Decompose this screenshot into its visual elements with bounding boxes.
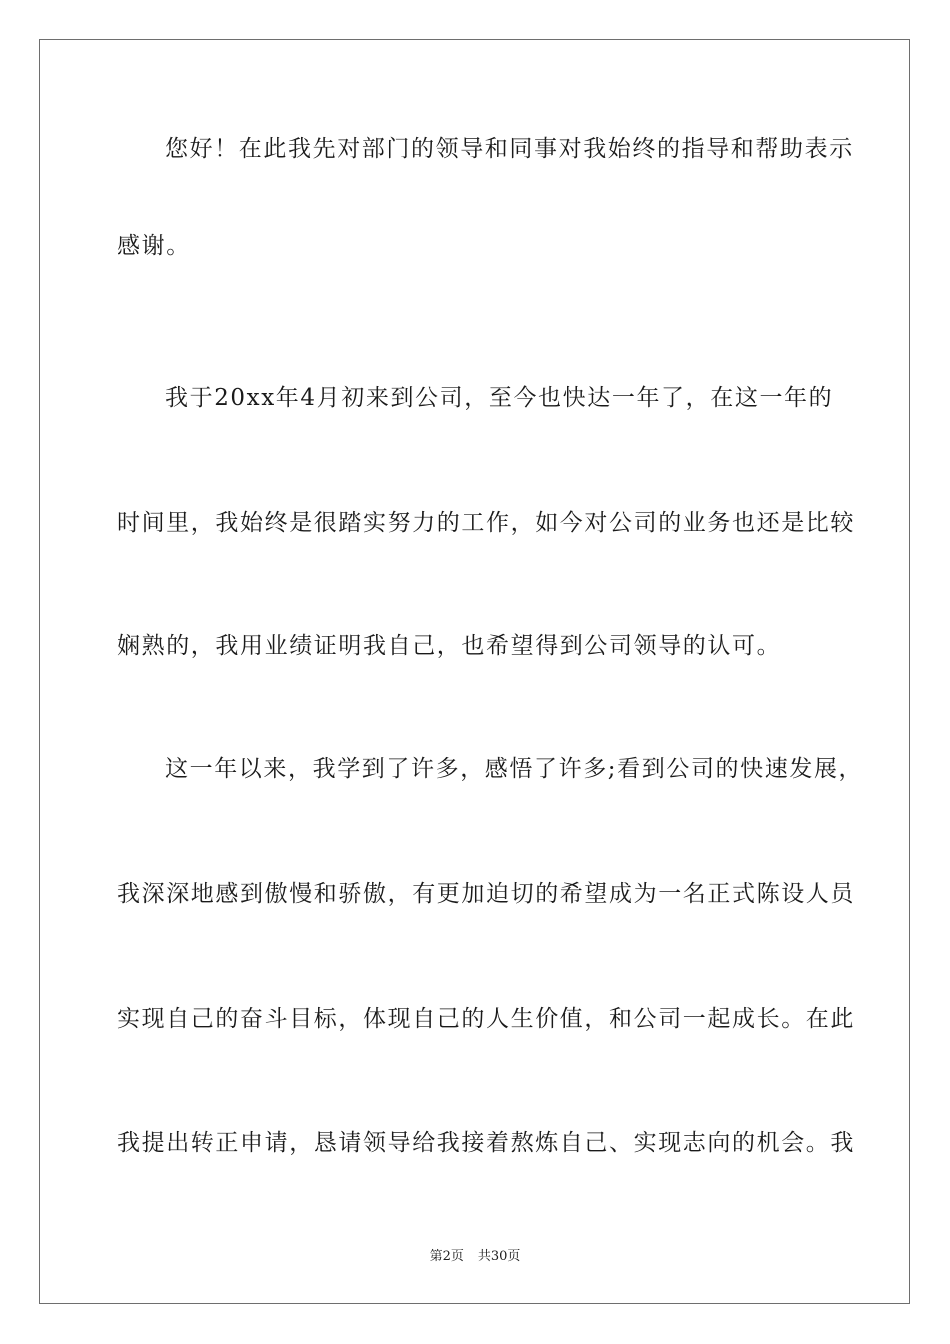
paragraph-line-4: 时间里，我始终是很踏实努力的工作，如今对公司的业务也还是比较 (117, 510, 855, 536)
page-border (39, 39, 910, 1304)
paragraph-line-3: 我于20xx年4月初来到公司，至今也快达一年了，在这一年的 (165, 385, 834, 411)
page-number: 第2页 (429, 1249, 464, 1264)
page-footer (0, 1250, 950, 1263)
paragraph-line-2: 感谢。 (117, 233, 191, 259)
paragraph-line-9: 我提出转正申请，恳请领导给我接着熬炼自己、实现志向的机会。我 (117, 1130, 855, 1156)
paragraph-line-1: 您好！在此我先对部门的领导和同事对我始终的指导和帮助表示 (165, 136, 854, 162)
paragraph-line-8: 实现自己的奋斗目标，体现自己的人生价值，和公司一起成长。在此 (117, 1006, 855, 1032)
page-total: 共30页 (477, 1249, 521, 1264)
paragraph-line-6: 这一年以来，我学到了许多，感悟了许多;看到公司的快速发展， (165, 756, 864, 782)
paragraph-line-5: 娴熟的，我用业绩证明我自己，也希望得到公司领导的认可。 (117, 633, 782, 659)
paragraph-line-7: 我深深地感到傲慢和骄傲，有更加迫切的希望成为一名正式陈设人员 (117, 881, 855, 907)
